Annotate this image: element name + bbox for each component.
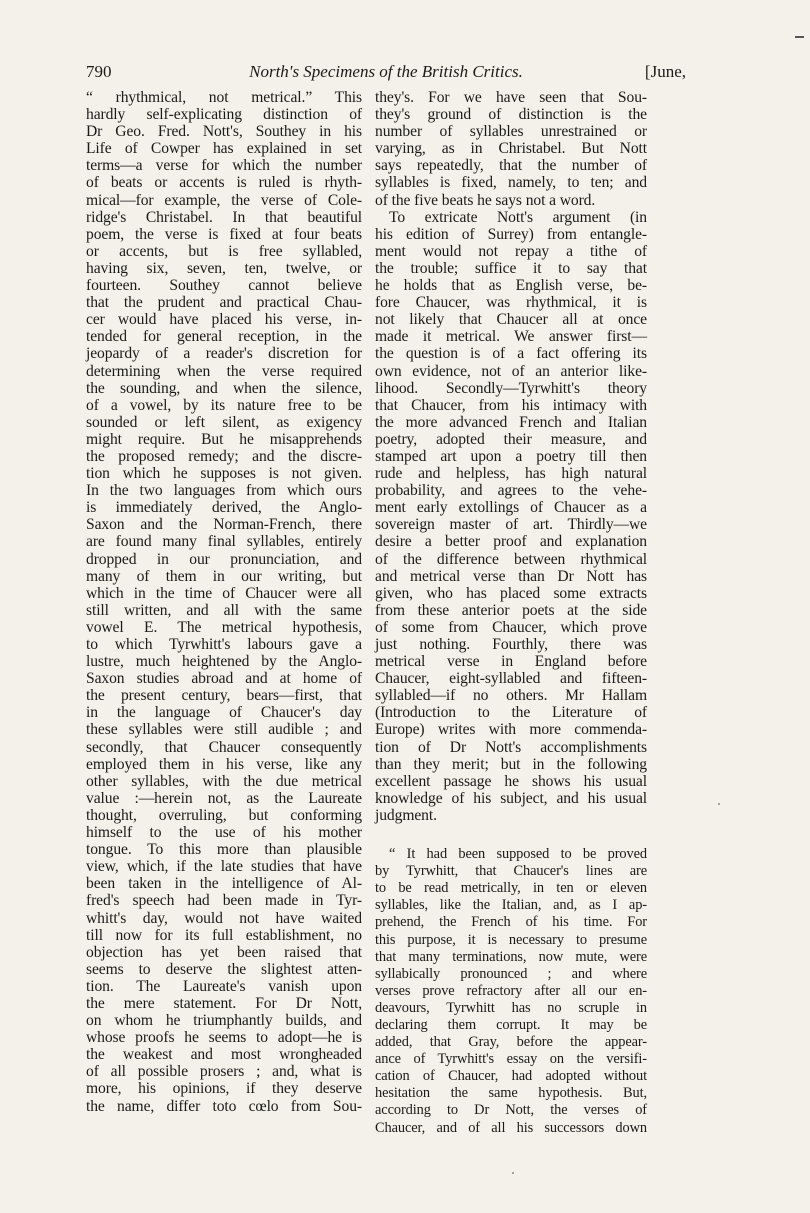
text-line: tended for general reception, in the: [86, 328, 362, 346]
text-line: tongue. To this more than plausible: [86, 841, 362, 859]
text-line: desire a better proof and explanation: [375, 533, 647, 551]
text-line: fourteen. Southey cannot believe: [86, 277, 362, 295]
text-line: own evidence, not of an anterior like-: [375, 362, 647, 380]
text-line: metrical verse in England before: [375, 653, 647, 671]
issue-month: [June,: [644, 62, 686, 81]
text-line: to which Tyrwhitt's labours gave a: [86, 636, 362, 653]
text-line: the trouble; suffice it to say that: [375, 259, 647, 277]
text-line: tion. The Laureate's vanish upon: [86, 977, 362, 995]
text-line: the name, differ toto cœlo from Sou-: [86, 1097, 362, 1115]
quote-line: to be read metrically, in ten or eleven: [375, 880, 647, 897]
text-line: syllables is fixed, namely, to ten; and: [375, 174, 647, 192]
text-line: made it metrical. We answer first—: [375, 328, 647, 346]
text-line: the more advanced French and Italian: [375, 413, 647, 431]
text-line: whose proofs he seems to adopt—he is: [86, 1029, 362, 1047]
paper-speck: [512, 1172, 514, 1174]
text-line: syllabled—if no others. Mr Hallam: [375, 687, 647, 705]
text-line: of the difference between rhythmical: [375, 550, 647, 568]
right-column: [375, 89, 647, 1137]
text-line: rude and helpless, has high natural: [375, 465, 647, 483]
text-line: or accents, but is free syllabled,: [86, 242, 362, 260]
quote-line: verses prove refractory after all our en-: [375, 982, 647, 999]
text-line: himself to the use of his mother: [86, 824, 362, 842]
text-line: Dr Geo. Fred. Nott's, Southey in his: [86, 123, 362, 141]
text-line: fore Chaucer, was rhythmical, it is: [375, 294, 647, 312]
text-line: might require. But he misapprehends: [86, 430, 362, 448]
text-line: lihood. Secondly—Tyrwhitt's theory: [375, 379, 647, 397]
text-line: not likely that Chaucer all at once: [375, 311, 647, 329]
text-line: seems to deserve the slightest atten-: [86, 960, 362, 978]
text-line: lustre, much heightened by the Anglo-: [86, 653, 362, 671]
text-line: the question is of a fact offering its: [375, 345, 647, 363]
quote-line: “ It had been supposed to be proved: [389, 846, 647, 863]
text-line: been taken in the intelligence of Al-: [86, 875, 362, 893]
text-line: view, which, if the late studies that have: [86, 858, 362, 876]
text-line: on whom he triumphantly builds, and: [86, 1012, 362, 1030]
text-line: tion of Dr Nott's accomplishments: [375, 738, 647, 756]
text-line: that the prudent and practical Chau-: [86, 294, 362, 312]
text-line: that Chaucer, from his intimacy with: [375, 396, 647, 414]
text-line: judgment.: [375, 806, 437, 824]
text-line: probability, and agrees to the vehe-: [375, 482, 647, 500]
text-line: thought, overruling, but conforming: [86, 806, 362, 824]
quote-line: prehend, the French of his time. For: [375, 914, 647, 931]
text-line: excellent passage he shows his usual: [375, 772, 647, 790]
text-line: cer would have placed his verse, in-: [86, 311, 362, 329]
text-line: is immediately derived, the Anglo-: [86, 499, 362, 517]
text-line: sovereign master of art. Thirdly—we: [375, 516, 647, 534]
text-line: many of them in our writing, but: [86, 567, 362, 585]
quote-line: by Tyrwhitt, that Chaucer's lines are: [375, 863, 647, 880]
paper-speck: [718, 803, 720, 805]
text-line: from these anterior poets at the side: [375, 601, 647, 619]
text-line: “ rhythmical, not metrical.” This: [86, 89, 362, 106]
quote-line: declaring them corrupt. It may be: [375, 1016, 647, 1033]
text-line: mical—for example, the verse of Cole-: [86, 191, 362, 209]
text-line: which in the time of Chaucer were all: [86, 584, 362, 602]
text-line: terms—a verse for which the number: [86, 157, 362, 175]
text-line: still written, and all with the same: [86, 601, 362, 619]
page-number: 790: [86, 62, 112, 81]
text-line: of a vowel, by its nature free to be: [86, 396, 362, 414]
text-line: his edition of Surrey) from entangle-: [375, 225, 647, 243]
quote-line: that many terminations, now mute, were: [375, 948, 647, 965]
text-line: Chaucer, eight-syllabled and fifteen-: [375, 670, 647, 688]
quote-line: hesitation the same hypothesis. But,: [375, 1085, 647, 1102]
hallam-quotation: [375, 846, 647, 1137]
text-line: more, his opinions, if they deserve: [86, 1080, 362, 1098]
text-line: employed them in his verse, like any: [86, 755, 362, 773]
text-line: varying, as in Christabel. But Nott: [375, 140, 647, 158]
text-line: objection has yet been raised that: [86, 943, 362, 961]
quote-line: ance of Tyrwhitt's essay on the versifi-: [375, 1051, 647, 1068]
text-line: ment early extollings of Chaucer as a: [375, 499, 647, 517]
text-line: of beats or accents is ruled is rhyth-: [86, 174, 362, 192]
text-line: till now for its full establishment, no: [86, 926, 362, 944]
quote-line: deavours, Tyrwhitt has no scruple in: [375, 999, 647, 1016]
text-line: poem, the verse is fixed at four beats: [86, 225, 362, 243]
text-line: determining when the verse required: [86, 362, 362, 380]
text-line: of all possible prosers ; and, what is: [86, 1063, 362, 1081]
text-line: the present century, bears—first, that: [86, 687, 362, 705]
quote-line: added, that Gray, before the appear-: [375, 1034, 647, 1051]
text-line: fred's speech had been made in Tyr-: [86, 892, 362, 910]
running-title: North's Specimens of the British Critics.: [249, 62, 523, 81]
text-line: ridge's Christabel. In that beautiful: [86, 208, 362, 226]
text-line: of the five beats he says not a word.: [375, 191, 596, 209]
text-line: ment would not repay a tithe of: [375, 242, 647, 260]
text-line: just nothing. Fourthly, there was: [375, 636, 647, 653]
quote-line: syllabically pronounced ; and where: [375, 965, 647, 982]
page-header: [86, 62, 686, 86]
text-line: tion which he supposes is not given.: [86, 465, 362, 483]
quote-line: Chaucer, and of all his successors down: [375, 1119, 647, 1136]
text-line: the proposed remedy; and the discre-: [86, 447, 362, 465]
text-line: poetry, adopted their measure, and: [375, 430, 647, 448]
text-line: in the language of Chaucer's day: [86, 704, 362, 722]
text-line: dropped in our pronunciation, and: [86, 550, 362, 568]
text-line: than they merit; but in the following: [375, 755, 647, 773]
quote-line: according to Dr Nott, the verses of: [375, 1102, 647, 1119]
text-line: Saxon studies abroad and at home of: [86, 670, 362, 688]
text-line: Europe) writes with more commenda-: [375, 721, 647, 739]
text-line: hardly self-explicating distinction of: [86, 106, 362, 124]
text-line: (Introduction to the Literature of: [375, 704, 647, 722]
left-column: [86, 89, 362, 1115]
text-line: Life of Cowper has explained in set: [86, 140, 362, 158]
text-line: stamped art upon a poetry till then: [375, 447, 647, 465]
quote-line: cation of Chaucer, had adopted without: [375, 1068, 647, 1085]
text-line: number of syllables unrestrained or: [375, 123, 647, 141]
text-line: says repeatedly, that the number of: [375, 157, 647, 175]
quote-line: this purpose, it is necessary to presume: [375, 931, 647, 948]
text-line: the mere statement. For Dr Nott,: [86, 994, 362, 1012]
quote-gap: [375, 824, 647, 846]
text-line: the weakest and most wrongheaded: [86, 1046, 362, 1064]
text-line: vowel E. The metrical hypothesis,: [86, 618, 362, 636]
text-line: other syllables, with the due metrical: [86, 772, 362, 790]
text-line: whitt's day, would not have waited: [86, 909, 362, 927]
right-body-text: [375, 89, 647, 824]
text-line: knowledge of his subject, and his usual: [375, 789, 647, 807]
text-line: having six, seven, ten, twelve, or: [86, 259, 362, 277]
text-line: given, who has placed some extracts: [375, 584, 647, 602]
page-edge-mark: [795, 36, 804, 38]
text-line: they's. For we have seen that Sou-: [375, 89, 647, 106]
text-line: are found many final syllables, entirely: [86, 533, 362, 551]
text-line: these syllables were still audible ; and: [86, 721, 362, 739]
quote-line: syllables, like the Italian, and, as I ap-: [375, 897, 647, 914]
text-line: To extricate Nott's argument (in: [389, 208, 647, 226]
text-line: sounded or left silent, as exigency: [86, 413, 362, 431]
text-line: he holds that as English verse, be-: [375, 277, 647, 295]
text-line: they's ground of distinction is the: [375, 106, 647, 124]
text-line: of some from Chaucer, which prove: [375, 618, 647, 636]
text-line: value :—herein not, as the Laureate: [86, 789, 362, 807]
text-line: In the two languages from which ours: [86, 482, 362, 500]
text-line: jeopardy of a reader's discretion for: [86, 345, 362, 363]
text-line: and metrical verse than Dr Nott has: [375, 567, 647, 585]
text-line: Saxon and the Norman-French, there: [86, 516, 362, 534]
text-line: secondly, that Chaucer consequently: [86, 738, 362, 756]
text-line: the sounding, and when the silence,: [86, 379, 362, 397]
